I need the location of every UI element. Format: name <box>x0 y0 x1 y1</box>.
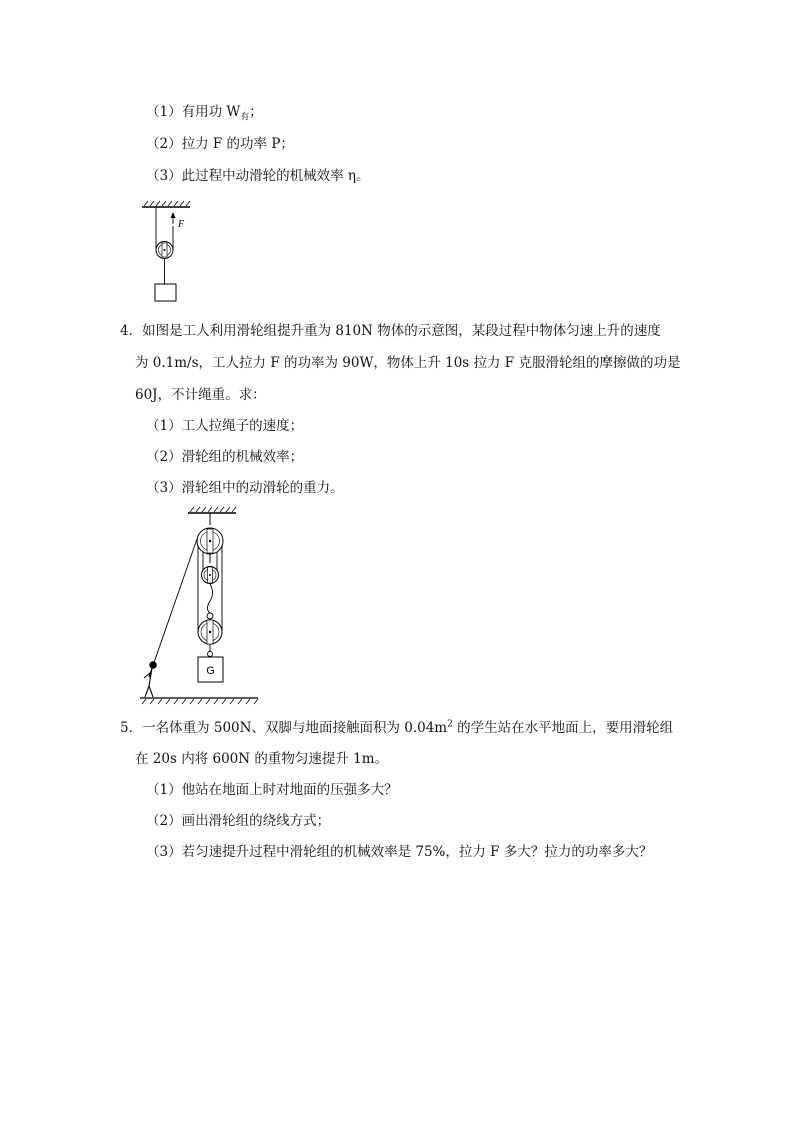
p3-sub1-tail: ； <box>249 104 263 120</box>
p3-force-arrow-icon <box>171 212 176 224</box>
p4-weight-label: G <box>206 665 215 677</box>
p5-stem-line1 <box>120 719 673 737</box>
p4-movable-pulley-icon <box>198 620 222 644</box>
p4-load-hook <box>208 644 213 657</box>
p3-pulley-figure <box>140 200 200 304</box>
p5-stem-line2: 在 20s 内将 600N 的重物匀速提升 1m。 <box>135 751 389 767</box>
p3-sub3: （3）此过程中动滑轮的机械效率 η。 <box>146 168 370 184</box>
p4-hook-chain <box>207 584 213 619</box>
p4-fixed-pulley-small-icon <box>202 553 219 584</box>
p5-stem-tail: 的学生站在水平地面上，要用滑轮组 <box>452 720 674 736</box>
p4-stem-line3: 60J，不计绳重。求： <box>135 387 266 403</box>
p3-sub1-subscript: 有 <box>240 112 250 123</box>
p3-force-label: F <box>178 219 185 230</box>
p5-sub1: （1）他站在地面上时对地面的压强多大？ <box>146 782 398 798</box>
p4-sub3: （3）滑轮组中的动滑轮的重力。 <box>146 480 344 496</box>
p4-ground <box>140 698 258 704</box>
p3-movable-pulley-icon <box>156 242 173 259</box>
p4-worker-icon <box>144 662 156 697</box>
p4-sub1: （1）工人拉绳子的速度； <box>146 418 304 434</box>
p4-fixed-pulley-large-icon <box>197 528 223 554</box>
p4-stem-line1: 4．如图是工人利用滑轮组提升重为 810N 物体的示意图，某段过程中物体匀速上升的速度 <box>120 323 661 339</box>
p4-pulley-system-figure <box>140 505 262 705</box>
p3-ceiling <box>142 201 190 207</box>
p4-sub2: （2）滑轮组的机械效率； <box>146 449 304 465</box>
p5-sub2: （2）画出滑轮组的绕线方式； <box>146 813 331 829</box>
p5-stem-text: 5．一名体重为 500N、双脚与地面接触面积为 0.04m <box>120 720 448 736</box>
p3-sub2: （2）拉力 F 的功率 P； <box>146 136 294 152</box>
p3-sub1 <box>146 103 263 121</box>
p3-load-block <box>155 284 176 301</box>
p4-ceiling <box>188 507 236 513</box>
p5-sub3: （3）若匀速提升过程中滑轮组的机械效率是 75%，拉力 F 多大？拉力的功率多大？ <box>146 844 653 860</box>
p4-stem-line2: 为 0.1m/s，工人拉力 F 的功率为 90W，物体上升 10s 拉力 F 克服滑轮组的摩擦做的功是 <box>135 355 681 371</box>
p5-stem-superscript: 2 <box>447 719 453 730</box>
p3-sub1-text: （1）有用功 W <box>146 104 241 120</box>
